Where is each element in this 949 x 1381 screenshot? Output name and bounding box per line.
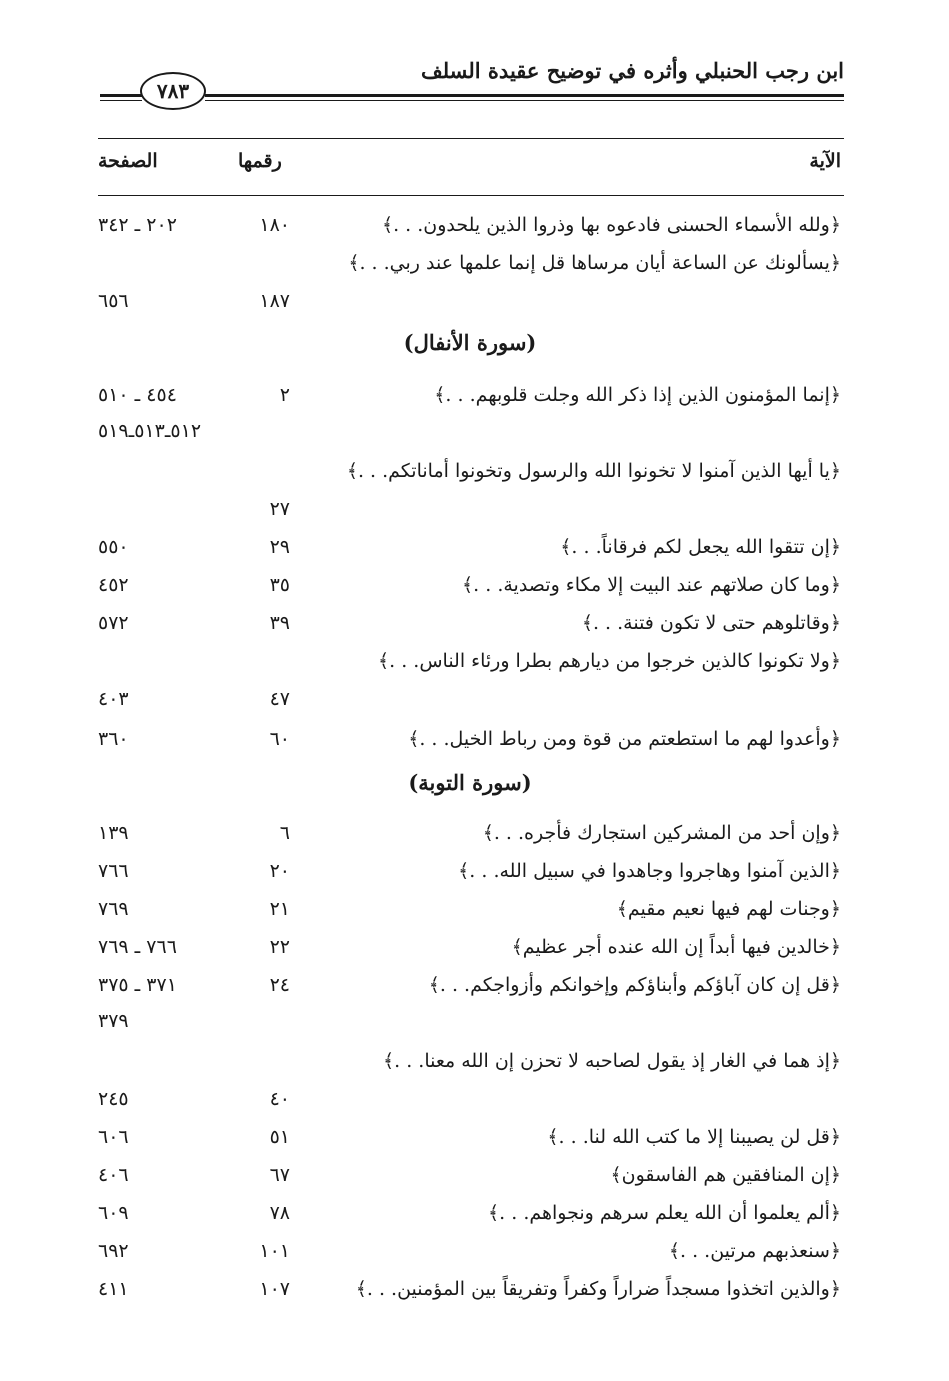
verse-number: ٢	[279, 384, 290, 406]
verse-text: ﴿إن المنافقين هم الفاسقون﴾	[610, 1164, 841, 1186]
page-refs: ١٣٩	[98, 822, 129, 844]
verse-text: ﴿سنعذبهم مرتين. . .﴾	[668, 1240, 841, 1262]
verse-text: ﴿إنما المؤمنون الذين إذا ذكر الله وجلت قلوبهم. . .﴾	[434, 384, 841, 406]
page-refs: ٧٦٩	[98, 898, 129, 920]
page-refs: ٦٥٦	[98, 290, 129, 312]
page-refs: ٥٧٢	[98, 612, 129, 634]
surah-heading: (سورة الأنفال)	[403, 330, 537, 355]
header-rule-thin-left	[100, 100, 142, 101]
verse-number: ٦	[279, 822, 290, 844]
page-refs: ٦٩٢	[98, 1240, 129, 1262]
verse-number: ٦٠	[269, 728, 290, 750]
page-refs: ٦٠٦	[98, 1126, 129, 1148]
column-header-rule	[98, 195, 844, 196]
verse-text: ﴿وإن أحد من المشركين استجارك فأجره. . .﴾	[482, 822, 841, 844]
verse-number: ٥١	[269, 1126, 290, 1148]
verse-number: ٢٧	[269, 498, 290, 520]
verse-text: ﴿وجنات لهم فيها نعيم مقيم﴾	[616, 898, 841, 920]
page-refs: ٥٥٠	[98, 536, 129, 558]
verse-number: ٧٨	[269, 1202, 290, 1224]
page-refs: ٤١١	[98, 1278, 129, 1300]
header-rule-thin	[205, 100, 844, 101]
verse-text: ﴿إذ هما في الغار إذ يقول لصاحبه لا تحزن إن الله معنا. . .﴾	[383, 1050, 841, 1072]
page-refs: ٧٦٦	[98, 860, 129, 882]
page-refs: ٤٠٦	[98, 1164, 129, 1186]
page-refs: ٧٦٦ ـ ٧٦٩	[98, 936, 177, 958]
column-header-verse: الآية	[809, 150, 841, 172]
verse-number: ١٠١	[259, 1240, 290, 1262]
verse-text: ﴿ولا تكونوا كالذين خرجوا من ديارهم بطرا ورئاء الناس. . .﴾	[378, 650, 841, 672]
verse-number: ١٠٧	[259, 1278, 290, 1300]
column-header-page: الصفحة	[98, 150, 158, 172]
verse-text: ﴿يسألونك عن الساعة أيان مرساها قل إنما علمها عند ربي. . .﴾	[348, 252, 841, 274]
verse-text: ﴿قل إن كان آباؤكم وأبناؤكم وإخوانكم وأزواجكم. . .﴾	[428, 974, 841, 996]
table-top-rule	[98, 138, 844, 139]
verse-number: ٢٤	[269, 974, 290, 996]
verse-number: ٢١	[269, 898, 290, 920]
verse-number: ٤٧	[269, 688, 290, 710]
verse-number: ٢٢	[269, 936, 290, 958]
verse-text: ﴿وقاتلوهم حتى لا تكون فتنة. . .﴾	[581, 612, 841, 634]
verse-number: ٢٠	[269, 860, 290, 882]
header-rule-thick	[205, 94, 844, 97]
surah-heading: (سورة التوبة)	[408, 770, 532, 795]
verse-number: ٣٩	[269, 612, 290, 634]
verse-text: ﴿الذين آمنوا وهاجروا وجاهدوا في سبيل الله. . .﴾	[458, 860, 841, 882]
verse-number: ١٨٧	[259, 290, 290, 312]
verse-number: ٣٥	[269, 574, 290, 596]
page-refs-continued: ٣٧٩	[98, 1010, 129, 1032]
verse-text: ﴿قل لن يصيبنا إلا ما كتب الله لنا. . .﴾	[547, 1126, 841, 1148]
verse-text: ﴿ألم يعلموا أن الله يعلم سرهم ونجواهم. . .﴾	[488, 1202, 841, 1224]
verse-text: ﴿وأعدوا لهم ما استطعتم من قوة ومن رباط الخيل. . .﴾	[408, 728, 841, 750]
page-number-badge: ٧٨٣	[140, 72, 206, 110]
page-refs: ٢٤٥	[98, 1088, 129, 1110]
verse-text: ﴿وما كان صلاتهم عند البيت إلا مكاء وتصدية. . .﴾	[462, 574, 841, 596]
page-refs: ٤٥٤ ـ ٥١٠	[98, 384, 177, 406]
page-refs: ٣٦٠	[98, 728, 129, 750]
page-refs: ٦٠٩	[98, 1202, 129, 1224]
page-refs: ٢٠٢ ـ ٣٤٢	[98, 214, 177, 236]
verse-text: ﴿ولله الأسماء الحسنى فادعوه بها وذروا الذين يلحدون. . .﴾	[381, 214, 841, 236]
page-refs: ٤٥٢	[98, 574, 129, 596]
verse-number: ٤٠	[269, 1088, 290, 1110]
page-refs: ٣٧١ ـ ٣٧٥	[98, 974, 177, 996]
verse-number: ٦٧	[269, 1164, 290, 1186]
header-rule-thick-left	[100, 94, 142, 97]
verse-text: ﴿يا أيها الذين آمنوا لا تخونوا الله والرسول وتخونوا أماناتكم. . .﴾	[346, 460, 841, 482]
verse-number: ٢٩	[269, 536, 290, 558]
verse-number: ١٨٠	[259, 214, 290, 236]
page-refs-continued: ٥١٢ـ٥١٣ـ٥١٩	[98, 420, 202, 442]
verse-text: ﴿إن تتقوا الله يجعل لكم فرقاناً. . .﴾	[560, 536, 841, 558]
column-header-number: رقمها	[238, 150, 282, 172]
running-header-title: ابن رجب الحنبلي وأثره في توضيح عقيدة السلف	[420, 58, 844, 83]
page-refs: ٤٠٣	[98, 688, 129, 710]
verse-text: ﴿والذين اتخذوا مسجداً ضراراً وكفراً وتفريقاً بين المؤمنين. . .﴾	[355, 1278, 841, 1300]
verse-text: ﴿خالدين فيها أبداً إن الله عنده أجر عظيم﴾	[511, 936, 841, 958]
